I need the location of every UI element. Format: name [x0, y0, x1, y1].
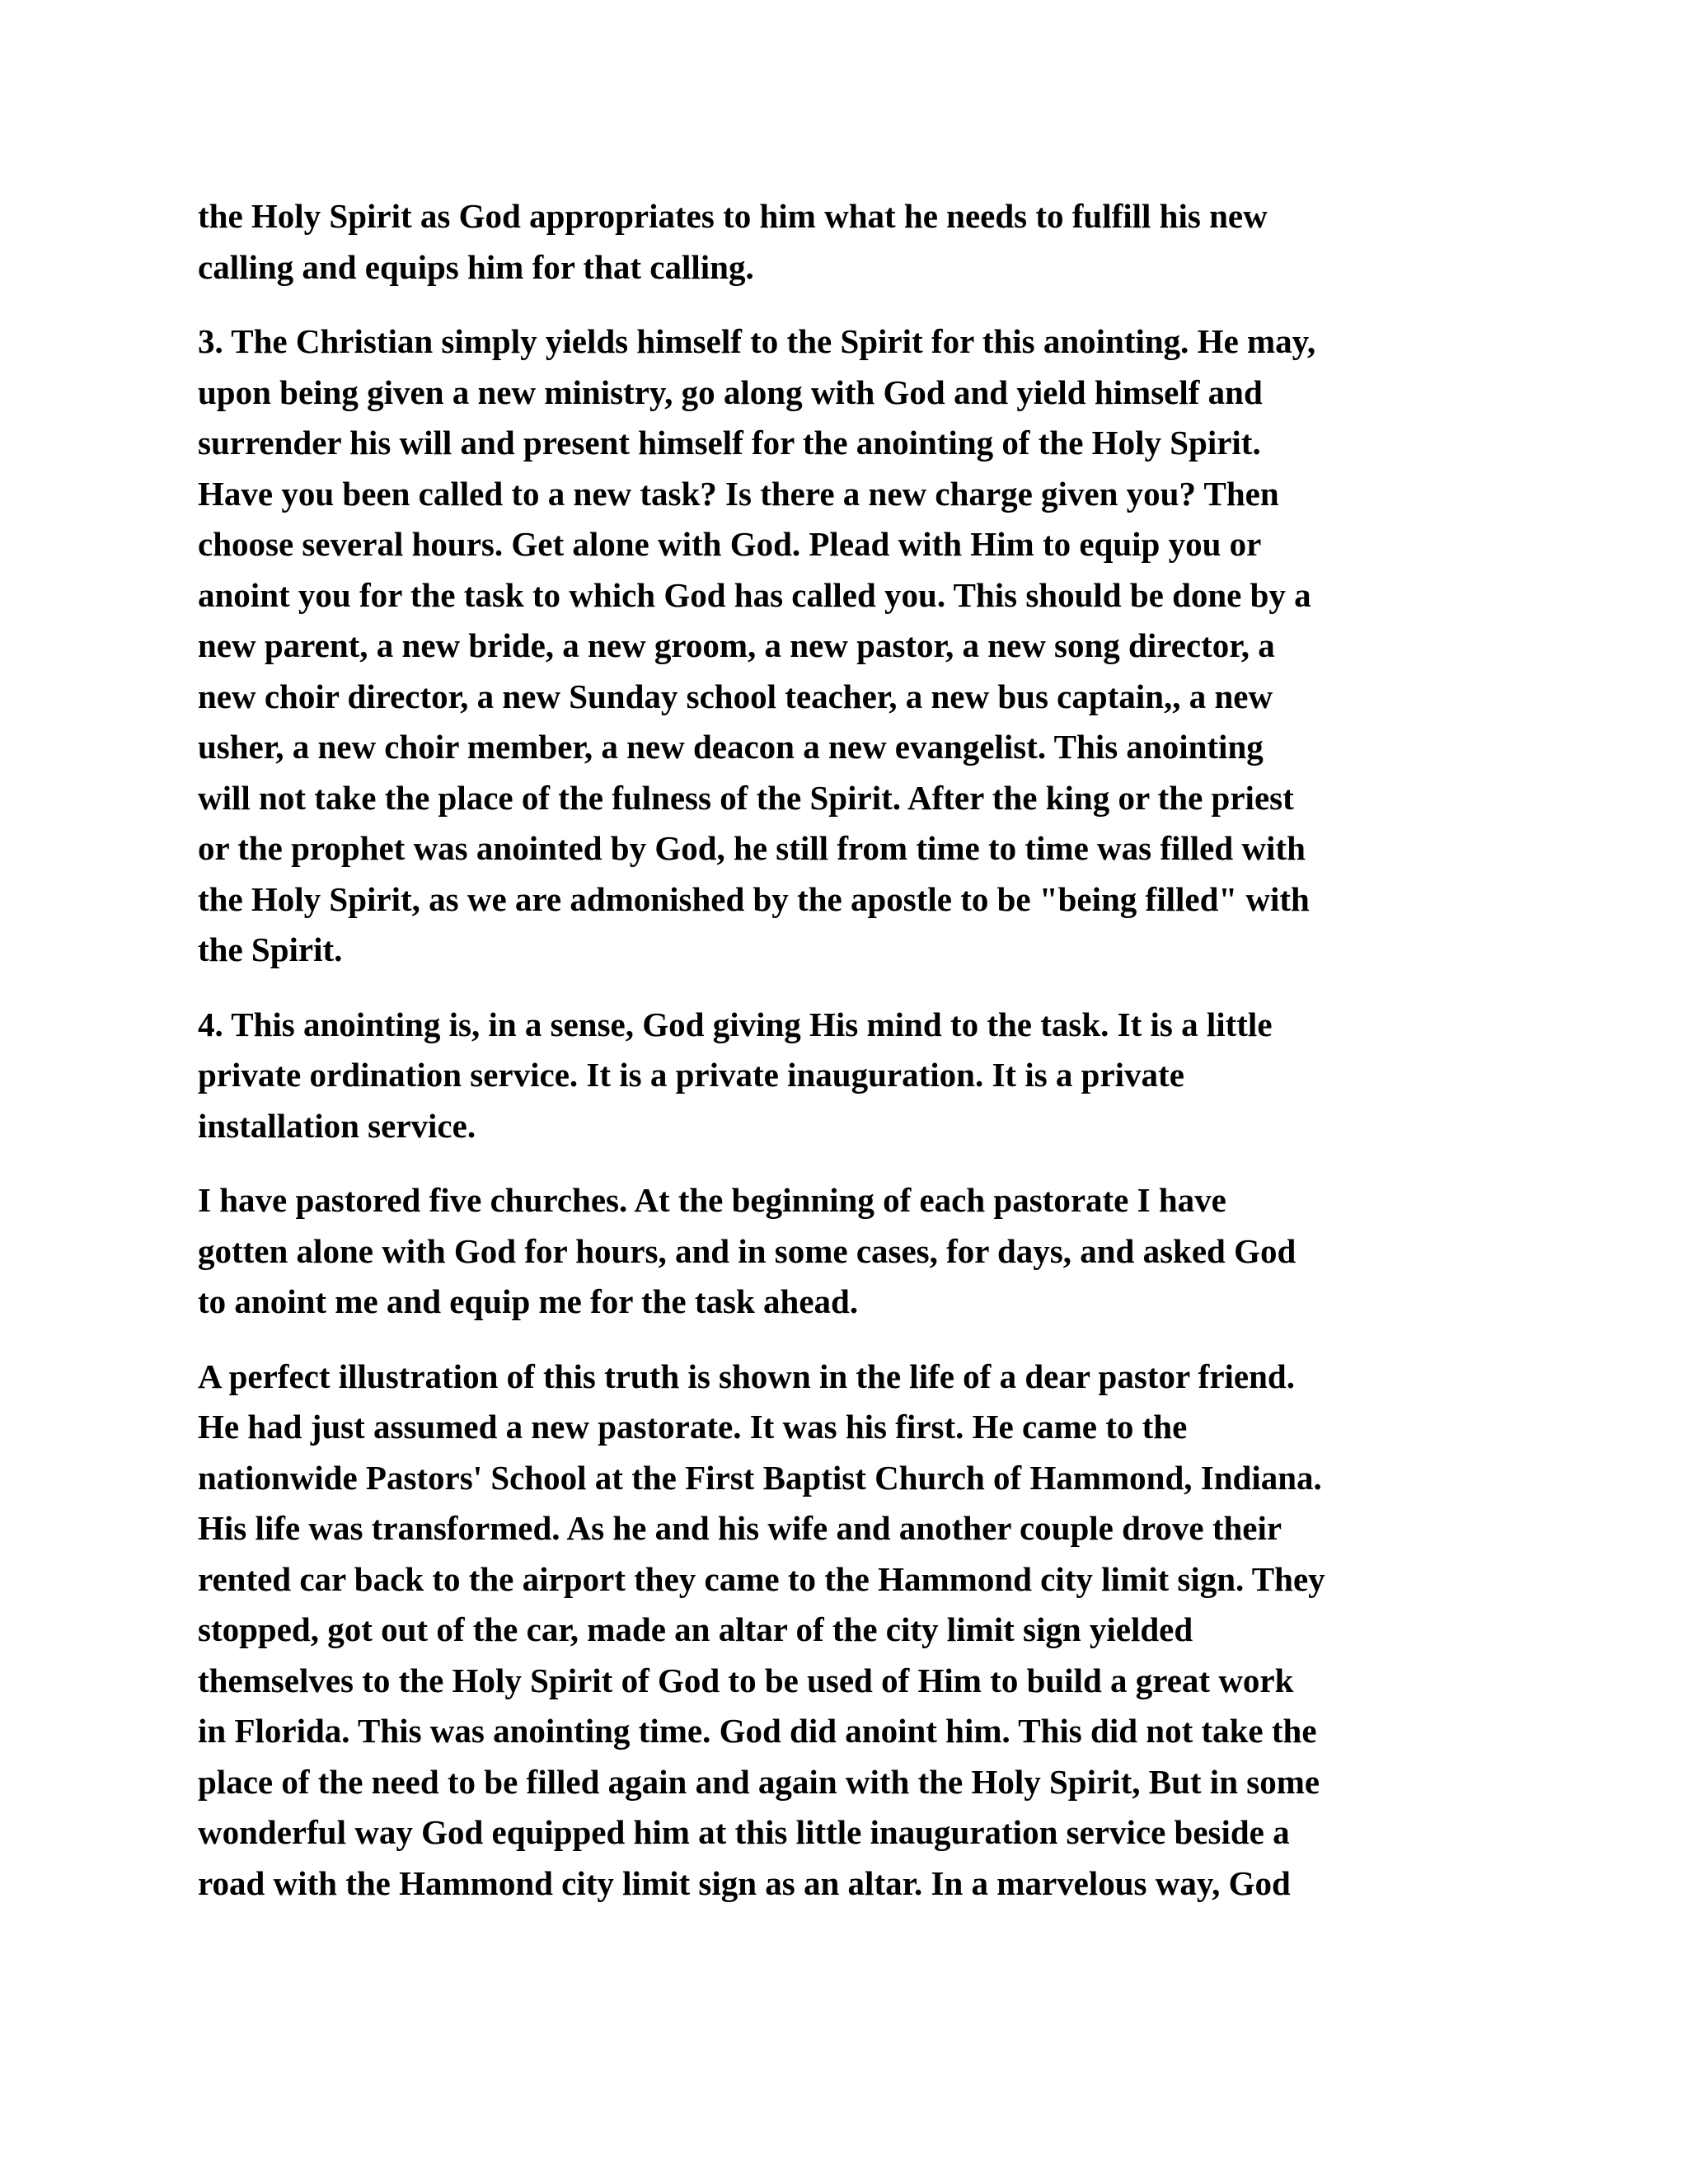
text-line: 4. This anointing is, in a sense, God giving His mind to the task. It is a little [198, 1005, 1273, 1043]
text-line: upon being given a new ministry, go along with God and yield himself and [198, 373, 1263, 411]
text-line: He had just assumed a new pastorate. It was his first. He came to the [198, 1408, 1188, 1446]
text-line: calling and equips him for that calling. [198, 247, 754, 286]
text-line: gotten alone with God for hours, and in some cases, for days, and asked God [198, 1231, 1296, 1270]
text-line: the Spirit. [198, 930, 343, 968]
text-line: A perfect illustration of this truth is shown in the life of a dear pastor friend. [198, 1357, 1295, 1395]
text-line: in Florida. This was anointing time. God did anoint him. This did not take the [198, 1712, 1317, 1750]
paragraph-point-4 [198, 1000, 1500, 1152]
paragraph-point-3 [198, 316, 1500, 976]
text-line: rented car back to the airport they came to the Hammond city limit sign. They [198, 1559, 1325, 1598]
text-line: road with the Hammond city limit sign as an altar. In a marvelous way, God [198, 1863, 1291, 1902]
text-line: the Holy Spirit, as we are admonished by the apostle to be "being filled" with [198, 879, 1310, 918]
text-line: Have you been called to a new task? Is there a new charge given you? Then [198, 474, 1279, 513]
text-line: private ordination service. It is a private inauguration. It is a private [198, 1056, 1184, 1094]
text-line: His life was transformed. As he and his wife and another couple drove their [198, 1509, 1282, 1547]
text-line: wonderful way God equipped him at this little inauguration service beside a [198, 1813, 1290, 1851]
text-line: themselves to the Holy Spirit of God to be used of Him to build a great work [198, 1661, 1294, 1699]
text-line: the Holy Spirit as God appropriates to him what he needs to fulfill his new [198, 197, 1268, 235]
text-line: stopped, got out of the car, made an altar of the city limit sign yielded [198, 1610, 1193, 1648]
text-line: or the prophet was anointed by God, he still from time to time was filled with [198, 829, 1306, 867]
text-line: choose several hours. Get alone with God. Plead with Him to equip you or [198, 525, 1262, 563]
paragraph-five-churches [198, 1175, 1500, 1328]
text-line: installation service. [198, 1106, 476, 1145]
text-line: surrender his will and present himself for the anointing of the Holy Spirit. [198, 424, 1261, 462]
text-line: I have pastored five churches. At the beginning of each pastorate I have [198, 1181, 1226, 1219]
paragraph-continuation [198, 191, 1500, 293]
text-line: new choir director, a new Sunday school teacher, a new bus captain,, a new [198, 677, 1273, 715]
text-line: 3. The Christian simply yields himself to the Spirit for this anointing. He may, [198, 322, 1316, 360]
paragraph-illustration [198, 1352, 1500, 1910]
text-line: will not take the place of the fulness of the Spirit. After the king or the priest [198, 778, 1294, 817]
text-line: new parent, a new bride, a new groom, a new pastor, a new song director, a [198, 626, 1275, 664]
text-line: nationwide Pastors' School at the First Baptist Church of Hammond, Indiana. [198, 1458, 1322, 1497]
body-text [198, 191, 1500, 1933]
text-line: usher, a new choir member, a new deacon a new evangelist. This anointing [198, 728, 1264, 766]
text-line: place of the need to be filled again and again with the Holy Spirit, But in some [198, 1762, 1320, 1801]
text-line: to anoint me and equip me for the task ahead. [198, 1282, 859, 1320]
text-line: anoint you for the task to which God has called you. This should be done by a [198, 575, 1311, 614]
